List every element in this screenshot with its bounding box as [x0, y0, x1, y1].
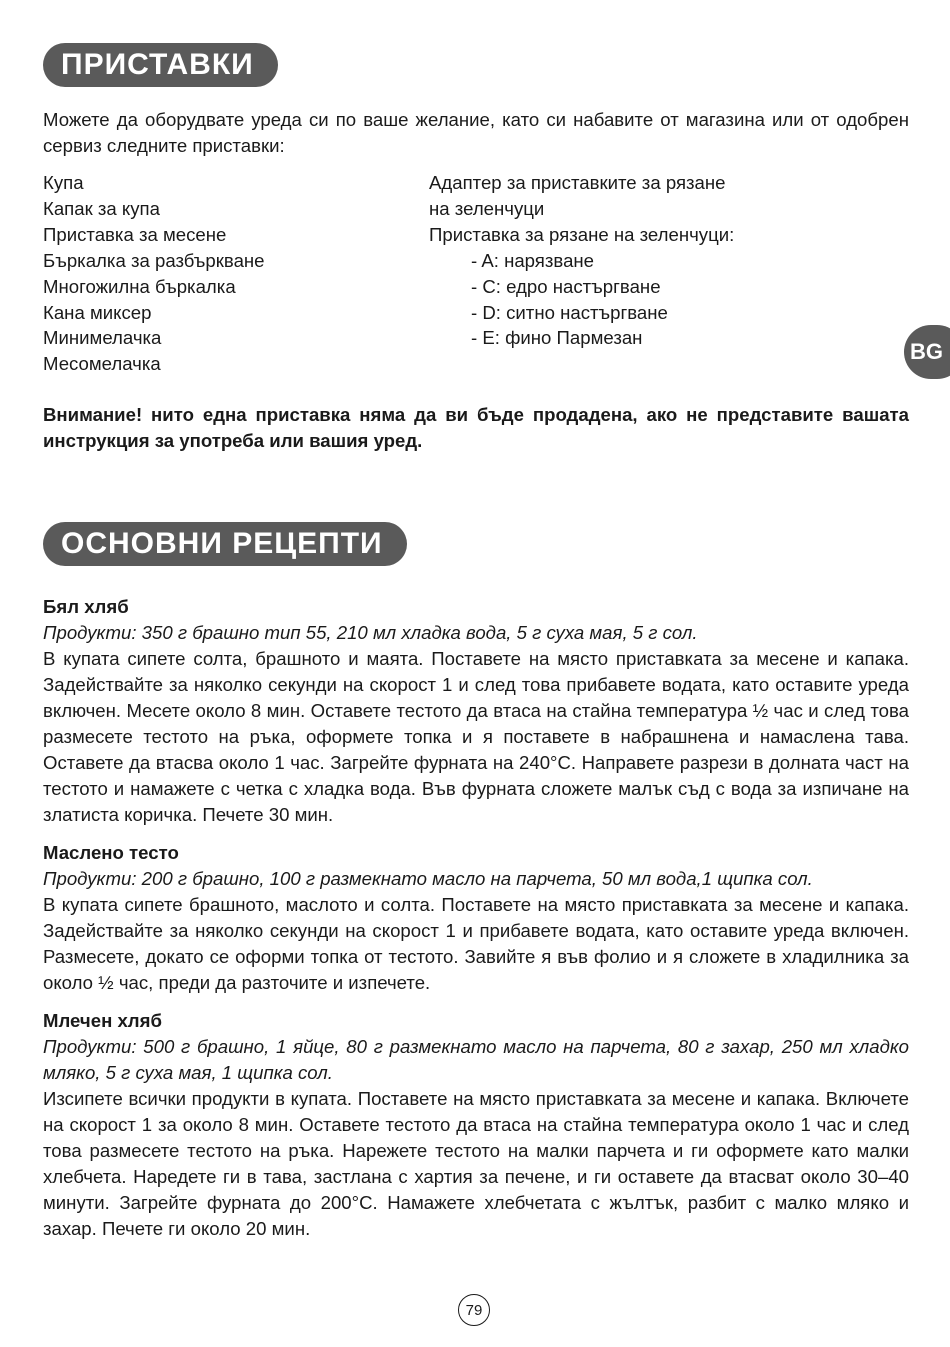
list-item: Минимелачка [43, 327, 162, 349]
accessories-left-list [43, 170, 265, 377]
recipe-title: Млечен хляб [43, 1010, 162, 1031]
list-item: на зеленчуци [429, 197, 545, 219]
accessories-intro: Можете да оборудвате уреда си по ваше желание, като си набавите от магазина или от одобрен сервиз следните приставки: [43, 109, 909, 156]
recipe-ingredients: Продукти: 350 г брашно тип 55, 210 мл хладка вода, 5 г суха мая, 5 г сол. [43, 622, 698, 643]
list-item: Приставка за месене [43, 223, 227, 245]
recipe-ingredients: Продукти: 200 г брашно, 100 г размекнато масло на парчета, 50 мл вода,1 щипка сол. [43, 868, 813, 889]
recipe-instructions: Изсипете всички продукти в купата. Поставете на място приставката за месене и капака. Включете на скорост 1 за около 8 мин. Оставете тестото да втаса на стайна температура около 1 час и след това размесете тестото на ръка. Нарежете тестото на малки парчета и ги оформете като малки хлебчета. Наредете ги в тава, застлана с хартия за печене, и ги оставете да втасват около 30–40 минути. Загрейте фурната до 200°C. Намажете хлебчетата с жълтък, разбит с малко мляко и захар. Печете ги около 20 мин. [43, 1088, 909, 1239]
list-item: Бъркалка за разбъркване [43, 249, 265, 271]
list-item-option: - C: едро настъргване [471, 275, 661, 297]
recipe-instructions: В купата сипете брашното, маслото и солта. Поставете на място приставката за месене и капака. Задействайте за няколко секунди на скорост 1 и прибавете водата, като оставите уреда включен. Размесете, докато се оформи топка от тестото. Завийте я във фолио и я сложете в хладилника за около ½ час, преди да разточите и изпечете. [43, 894, 909, 993]
list-item: Кана миксер [43, 301, 152, 323]
recipe-title: Маслено тесто [43, 842, 179, 863]
list-item: Месомелачка [43, 353, 161, 375]
list-item: Купа [43, 172, 84, 193]
language-tab: BG [904, 325, 950, 379]
recipe-ingredients: Продукти: 500 г брашно, 1 яйце, 80 г размекнато масло на парчета, 80 г захар, 250 мл хладко мляко, 5 г суха мая, 1 щипка сол. [43, 1036, 909, 1083]
list-item: Капак за купа [43, 197, 160, 219]
accessories-warning: Внимание! нито една приставка няма да ви бъде продадена, ако не представите вашата инструкция за употреба или вашия уред. [43, 404, 909, 451]
accessories-right-list [429, 170, 734, 351]
page-number: 79 [458, 1294, 490, 1326]
list-item-option: - E: фино Пармезан [471, 327, 643, 349]
list-item: Адаптер за приставките за рязане [429, 172, 726, 193]
list-item-option: - D: ситно настъргване [471, 301, 668, 323]
list-item-option: - A: нарязване [471, 249, 595, 271]
section-title-recipes: ОСНОВНИ РЕЦЕПТИ [43, 522, 407, 566]
recipe-title: Бял хляб [43, 596, 129, 617]
recipe-instructions: В купата сипете солта, брашното и маята. Поставете на място приставката за месене и капака. Задействайте за няколко секунди на скорост 1 и след това прибавете водата, като оставите уреда включен. Месете около 8 мин. Оставете тестото да втаса на стайна температура ½ час и след това размесете тестото на ръка, оформете топка и я поставете в набрашнена и намаслена тава. Оставете да втасва около 1 час. Загрейте фурната на 240°C. Направете разрези в долната част на тестото и намажете с четка с хладка вода. Във фурната сложете малък съд с вода за изпичане на златиста коричка. Печете 30 мин. [43, 648, 909, 825]
list-item: Приставка за рязане на зеленчуци: [429, 223, 735, 245]
list-item: Многожилна бъркалка [43, 275, 236, 297]
section-title-accessories: ПРИСТАВКИ [43, 43, 278, 87]
